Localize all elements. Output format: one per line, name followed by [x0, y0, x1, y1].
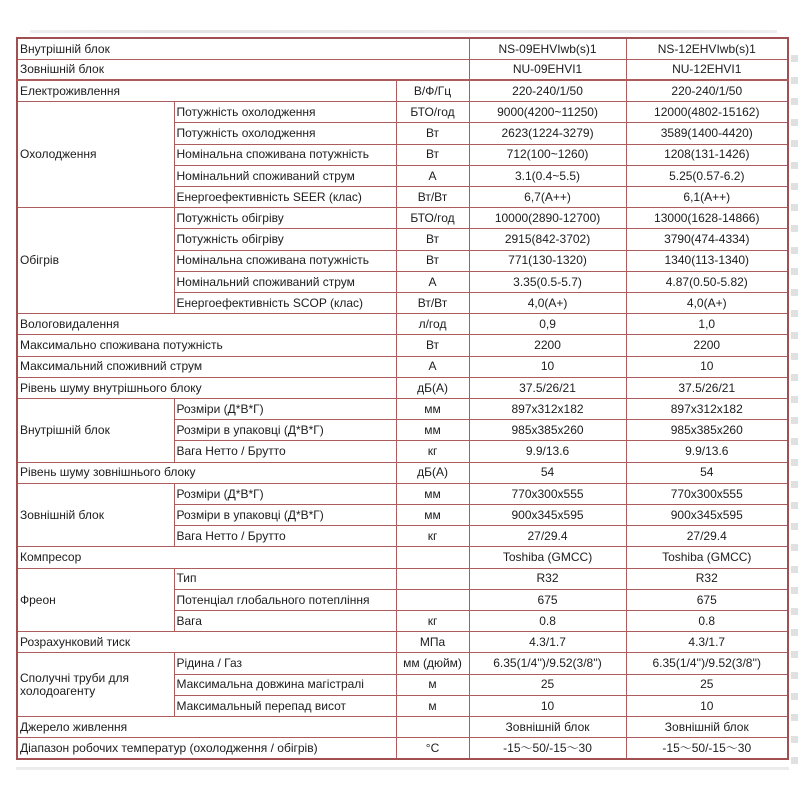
unit-cell: кг: [396, 526, 469, 547]
unit-cell: мм: [396, 398, 469, 419]
edge-artifact: [791, 672, 798, 679]
param-label: Максимальный перепад висот: [174, 695, 396, 716]
value-cell: 9.9/13.6: [626, 441, 788, 462]
edge-artifact: [791, 225, 798, 232]
table-row: [17, 738, 788, 759]
value-cell: 2200: [626, 335, 788, 356]
edge-artifact: [791, 310, 798, 317]
group-cell: Охолодження: [17, 102, 174, 208]
value-cell: 10: [469, 695, 626, 716]
value-cell: Toshiba (GMCC): [469, 547, 626, 568]
param-label: Рівень шуму внутрішнього блоку: [17, 377, 396, 398]
unit-cell: Вт: [396, 123, 469, 144]
group-cell: Зовнішній блок: [17, 483, 174, 547]
unit-cell: А: [396, 165, 469, 186]
value-cell: 12000(4802-15162): [626, 102, 788, 123]
unit-cell: мм: [396, 420, 469, 441]
param-label: Максимальна довжина магістралі: [174, 674, 396, 695]
edge-artifact: [791, 268, 798, 275]
unit-cell: БТО/год: [396, 102, 469, 123]
value-cell: R32: [626, 568, 788, 589]
unit-cell: мм: [396, 504, 469, 525]
table-row: [17, 356, 788, 377]
unit-cell: м: [396, 674, 469, 695]
unit-cell: мм: [396, 483, 469, 504]
edge-artifact: [791, 353, 798, 360]
param-label: Потужність обігріву: [174, 208, 396, 229]
value-cell: 675: [469, 589, 626, 610]
value-cell: 220-240/1/50: [469, 80, 626, 101]
edge-artifact: [791, 438, 798, 445]
group-cell: Фреон: [17, 568, 174, 632]
unit-cell: БТО/год: [396, 208, 469, 229]
value-cell: 770x300x555: [469, 483, 626, 504]
header-model: NS-12EHVIwb(s)1: [626, 38, 788, 59]
unit-cell: мм (дюйм): [396, 653, 469, 674]
value-cell: 770x300x555: [626, 483, 788, 504]
unit-cell: В/Ф/Гц: [396, 80, 469, 101]
value-cell: 2915(842-3702): [469, 229, 626, 250]
edge-artifact: [791, 587, 798, 594]
value-cell: 3.35(0.5-5.7): [469, 271, 626, 292]
table-row: [17, 335, 788, 356]
table-row: [17, 717, 788, 738]
unit-cell: Вт: [396, 250, 469, 271]
edge-artifact: [791, 374, 798, 381]
value-cell: 900x345x595: [469, 504, 626, 525]
edge-artifact: [791, 608, 798, 615]
value-cell: 4.87(0.50-5.82): [626, 271, 788, 292]
param-label: Вага Нетто / Брутто: [174, 526, 396, 547]
edge-artifact: [791, 502, 798, 509]
param-label: Номінальний споживаний струм: [174, 165, 396, 186]
edge-artifact: [791, 204, 798, 211]
table-row: [17, 80, 788, 101]
edge-artifact: [791, 629, 798, 636]
value-cell: 6.35(1/4'')/9.52(3/8''): [626, 653, 788, 674]
value-cell: 54: [626, 462, 788, 483]
header-row: [17, 59, 788, 80]
edge-artifact: [791, 523, 798, 530]
edge-artifact: [791, 183, 798, 190]
table-row: [17, 398, 788, 419]
value-cell: 3.1(0.4~5.5): [469, 165, 626, 186]
value-cell: 25: [469, 674, 626, 695]
edge-artifact: [791, 651, 798, 658]
table-row: [17, 377, 788, 398]
param-label: Розрахунковий тиск: [17, 632, 396, 653]
value-cell: 0.8: [469, 610, 626, 631]
header-model: NU-09EHVI1: [469, 59, 626, 80]
param-label: Номінальна споживана потужність: [174, 250, 396, 271]
value-cell: 985x385x260: [469, 420, 626, 441]
value-cell: 10000(2890-12700): [469, 208, 626, 229]
value-cell: 6.35(1/4'')/9.52(3/8''): [469, 653, 626, 674]
unit-cell: [396, 547, 469, 568]
table-row: [17, 208, 788, 229]
unit-cell: м: [396, 695, 469, 716]
value-cell: 897x312x182: [626, 398, 788, 419]
unit-cell: кг: [396, 441, 469, 462]
edge-artifact: [791, 459, 798, 466]
param-label: Діапазон робочих температур (охолодження / обігрів): [17, 738, 396, 759]
value-cell: 1340(113-1340): [626, 250, 788, 271]
value-cell: 4,0(A+): [626, 292, 788, 313]
param-label: Максимальний споживний струм: [17, 356, 396, 377]
param-label: Рівень шуму зовнішнього блоку: [17, 462, 396, 483]
table-row: [17, 568, 788, 589]
value-cell: 9.9/13.6: [469, 441, 626, 462]
unit-cell: Вт/Вт: [396, 292, 469, 313]
value-cell: Зовнішній блок: [626, 717, 788, 738]
value-cell: 220-240/1/50: [626, 80, 788, 101]
param-label: Джерело живлення: [17, 717, 396, 738]
value-cell: 897x312x182: [469, 398, 626, 419]
unit-cell: кг: [396, 610, 469, 631]
value-cell: 2623(1224-3279): [469, 123, 626, 144]
value-cell: 54: [469, 462, 626, 483]
param-label: Рідина / Газ: [174, 653, 396, 674]
value-cell: 0,9: [469, 314, 626, 335]
param-label: Розміри (Д*В*Г): [174, 398, 396, 419]
value-cell: 9000(4200~11250): [469, 102, 626, 123]
group-cell: Обігрів: [17, 208, 174, 314]
param-label: Вага: [174, 610, 396, 631]
unit-cell: А: [396, 356, 469, 377]
value-cell: 1,0: [626, 314, 788, 335]
value-cell: 0.8: [626, 610, 788, 631]
edge-artifact: [791, 140, 798, 147]
param-label: Потенціал глобального потепління: [174, 589, 396, 610]
unit-cell: [396, 717, 469, 738]
unit-cell: дБ(А): [396, 377, 469, 398]
unit-cell: Вт: [396, 144, 469, 165]
edge-artifact: [791, 544, 798, 551]
header-label: Зовнішній блок: [17, 59, 469, 80]
value-cell: Зовнішній блок: [469, 717, 626, 738]
edge-artifact: [791, 693, 798, 700]
edge-artifact: [791, 77, 798, 84]
edge-artifact: [791, 736, 798, 743]
value-cell: 985x385x260: [626, 420, 788, 441]
group-cell: Внутрішній блок: [17, 398, 174, 462]
value-cell: 2200: [469, 335, 626, 356]
unit-cell: А: [396, 271, 469, 292]
param-label: Компресор: [17, 547, 396, 568]
table-row: [17, 314, 788, 335]
header-label: Внутрішній блок: [17, 38, 469, 59]
unit-cell: [396, 568, 469, 589]
table-row: [17, 483, 788, 504]
table-row: [17, 547, 788, 568]
param-label: Вологовидалення: [17, 314, 396, 335]
edge-artifact: [791, 98, 798, 105]
edge-artifact: [791, 757, 798, 764]
param-label: Енергоефективність SCOP (клас): [174, 292, 396, 313]
value-cell: 25: [626, 674, 788, 695]
param-label: Енергоефективність SEER (клас): [174, 186, 396, 207]
header-row: [17, 38, 788, 59]
value-cell: 1208(131-1426): [626, 144, 788, 165]
value-cell: 900x345x595: [626, 504, 788, 525]
value-cell: 13000(1628-14866): [626, 208, 788, 229]
edge-artifact: [791, 119, 798, 126]
unit-cell: МПа: [396, 632, 469, 653]
value-cell: 10: [469, 356, 626, 377]
edge-artifact: [791, 162, 798, 169]
param-label: Вага Нетто / Брутто: [174, 441, 396, 462]
spec-table: [16, 37, 789, 760]
param-label: Електроживлення: [17, 80, 396, 101]
edge-artifact: [791, 55, 798, 62]
value-cell: 6,1(A++): [626, 186, 788, 207]
value-cell: 5.25(0.57-6.2): [626, 165, 788, 186]
param-label: Потужність охолодження: [174, 123, 396, 144]
value-cell: 6,7(A++): [469, 186, 626, 207]
edge-artifact: [791, 289, 798, 296]
table-row: [17, 462, 788, 483]
param-label: Номінальний споживаний струм: [174, 271, 396, 292]
param-label: Тип: [174, 568, 396, 589]
value-cell: 27/29.4: [626, 526, 788, 547]
value-cell: 675: [626, 589, 788, 610]
edge-artifact: [791, 566, 798, 573]
edge-artifact: [791, 332, 798, 339]
value-cell: 771(130-1320): [469, 250, 626, 271]
unit-cell: дБ(А): [396, 462, 469, 483]
table-row: [17, 102, 788, 123]
value-cell: -15～50/-15～30: [626, 738, 788, 759]
page-edge-artifact-bottom: [16, 767, 789, 770]
value-cell: 37.5/26/21: [469, 377, 626, 398]
table-row: [17, 653, 788, 674]
value-cell: 3790(474-4334): [626, 229, 788, 250]
param-label: Номінальна споживана потужність: [174, 144, 396, 165]
unit-cell: Вт/Вт: [396, 186, 469, 207]
value-cell: 4.3/1.7: [469, 632, 626, 653]
unit-cell: Вт: [396, 229, 469, 250]
param-label: Розміри в упаковці (Д*В*Г): [174, 504, 396, 525]
param-label: Максимально споживана потужність: [17, 335, 396, 356]
header-model: NU-12EHVI1: [626, 59, 788, 80]
unit-cell: л/год: [396, 314, 469, 335]
value-cell: Toshiba (GMCC): [626, 547, 788, 568]
edge-artifact: [791, 417, 798, 424]
param-label: Потужність обігріву: [174, 229, 396, 250]
table-row: [17, 632, 788, 653]
value-cell: 27/29.4: [469, 526, 626, 547]
value-cell: 3589(1400-4420): [626, 123, 788, 144]
value-cell: 10: [626, 695, 788, 716]
value-cell: 10: [626, 356, 788, 377]
edge-artifact: [791, 247, 798, 254]
param-label: Розміри (Д*В*Г): [174, 483, 396, 504]
header-model: NS-09EHVIwb(s)1: [469, 38, 626, 59]
unit-cell: Вт: [396, 335, 469, 356]
edge-artifact: [791, 714, 798, 721]
page-edge-artifact-top: [30, 30, 777, 33]
group-cell: Сполучні труби для холодоагенту: [17, 653, 174, 717]
edge-artifact: [791, 396, 798, 403]
edge-artifact: [791, 481, 798, 488]
value-cell: 4.3/1.7: [626, 632, 788, 653]
param-label: Потужність охолодження: [174, 102, 396, 123]
value-cell: 712(100~1260): [469, 144, 626, 165]
param-label: Розміри в упаковці (Д*В*Г): [174, 420, 396, 441]
value-cell: R32: [469, 568, 626, 589]
unit-cell: °С: [396, 738, 469, 759]
value-cell: 37.5/26/21: [626, 377, 788, 398]
value-cell: 4,0(A+): [469, 292, 626, 313]
unit-cell: [396, 589, 469, 610]
value-cell: -15～50/-15～30: [469, 738, 626, 759]
